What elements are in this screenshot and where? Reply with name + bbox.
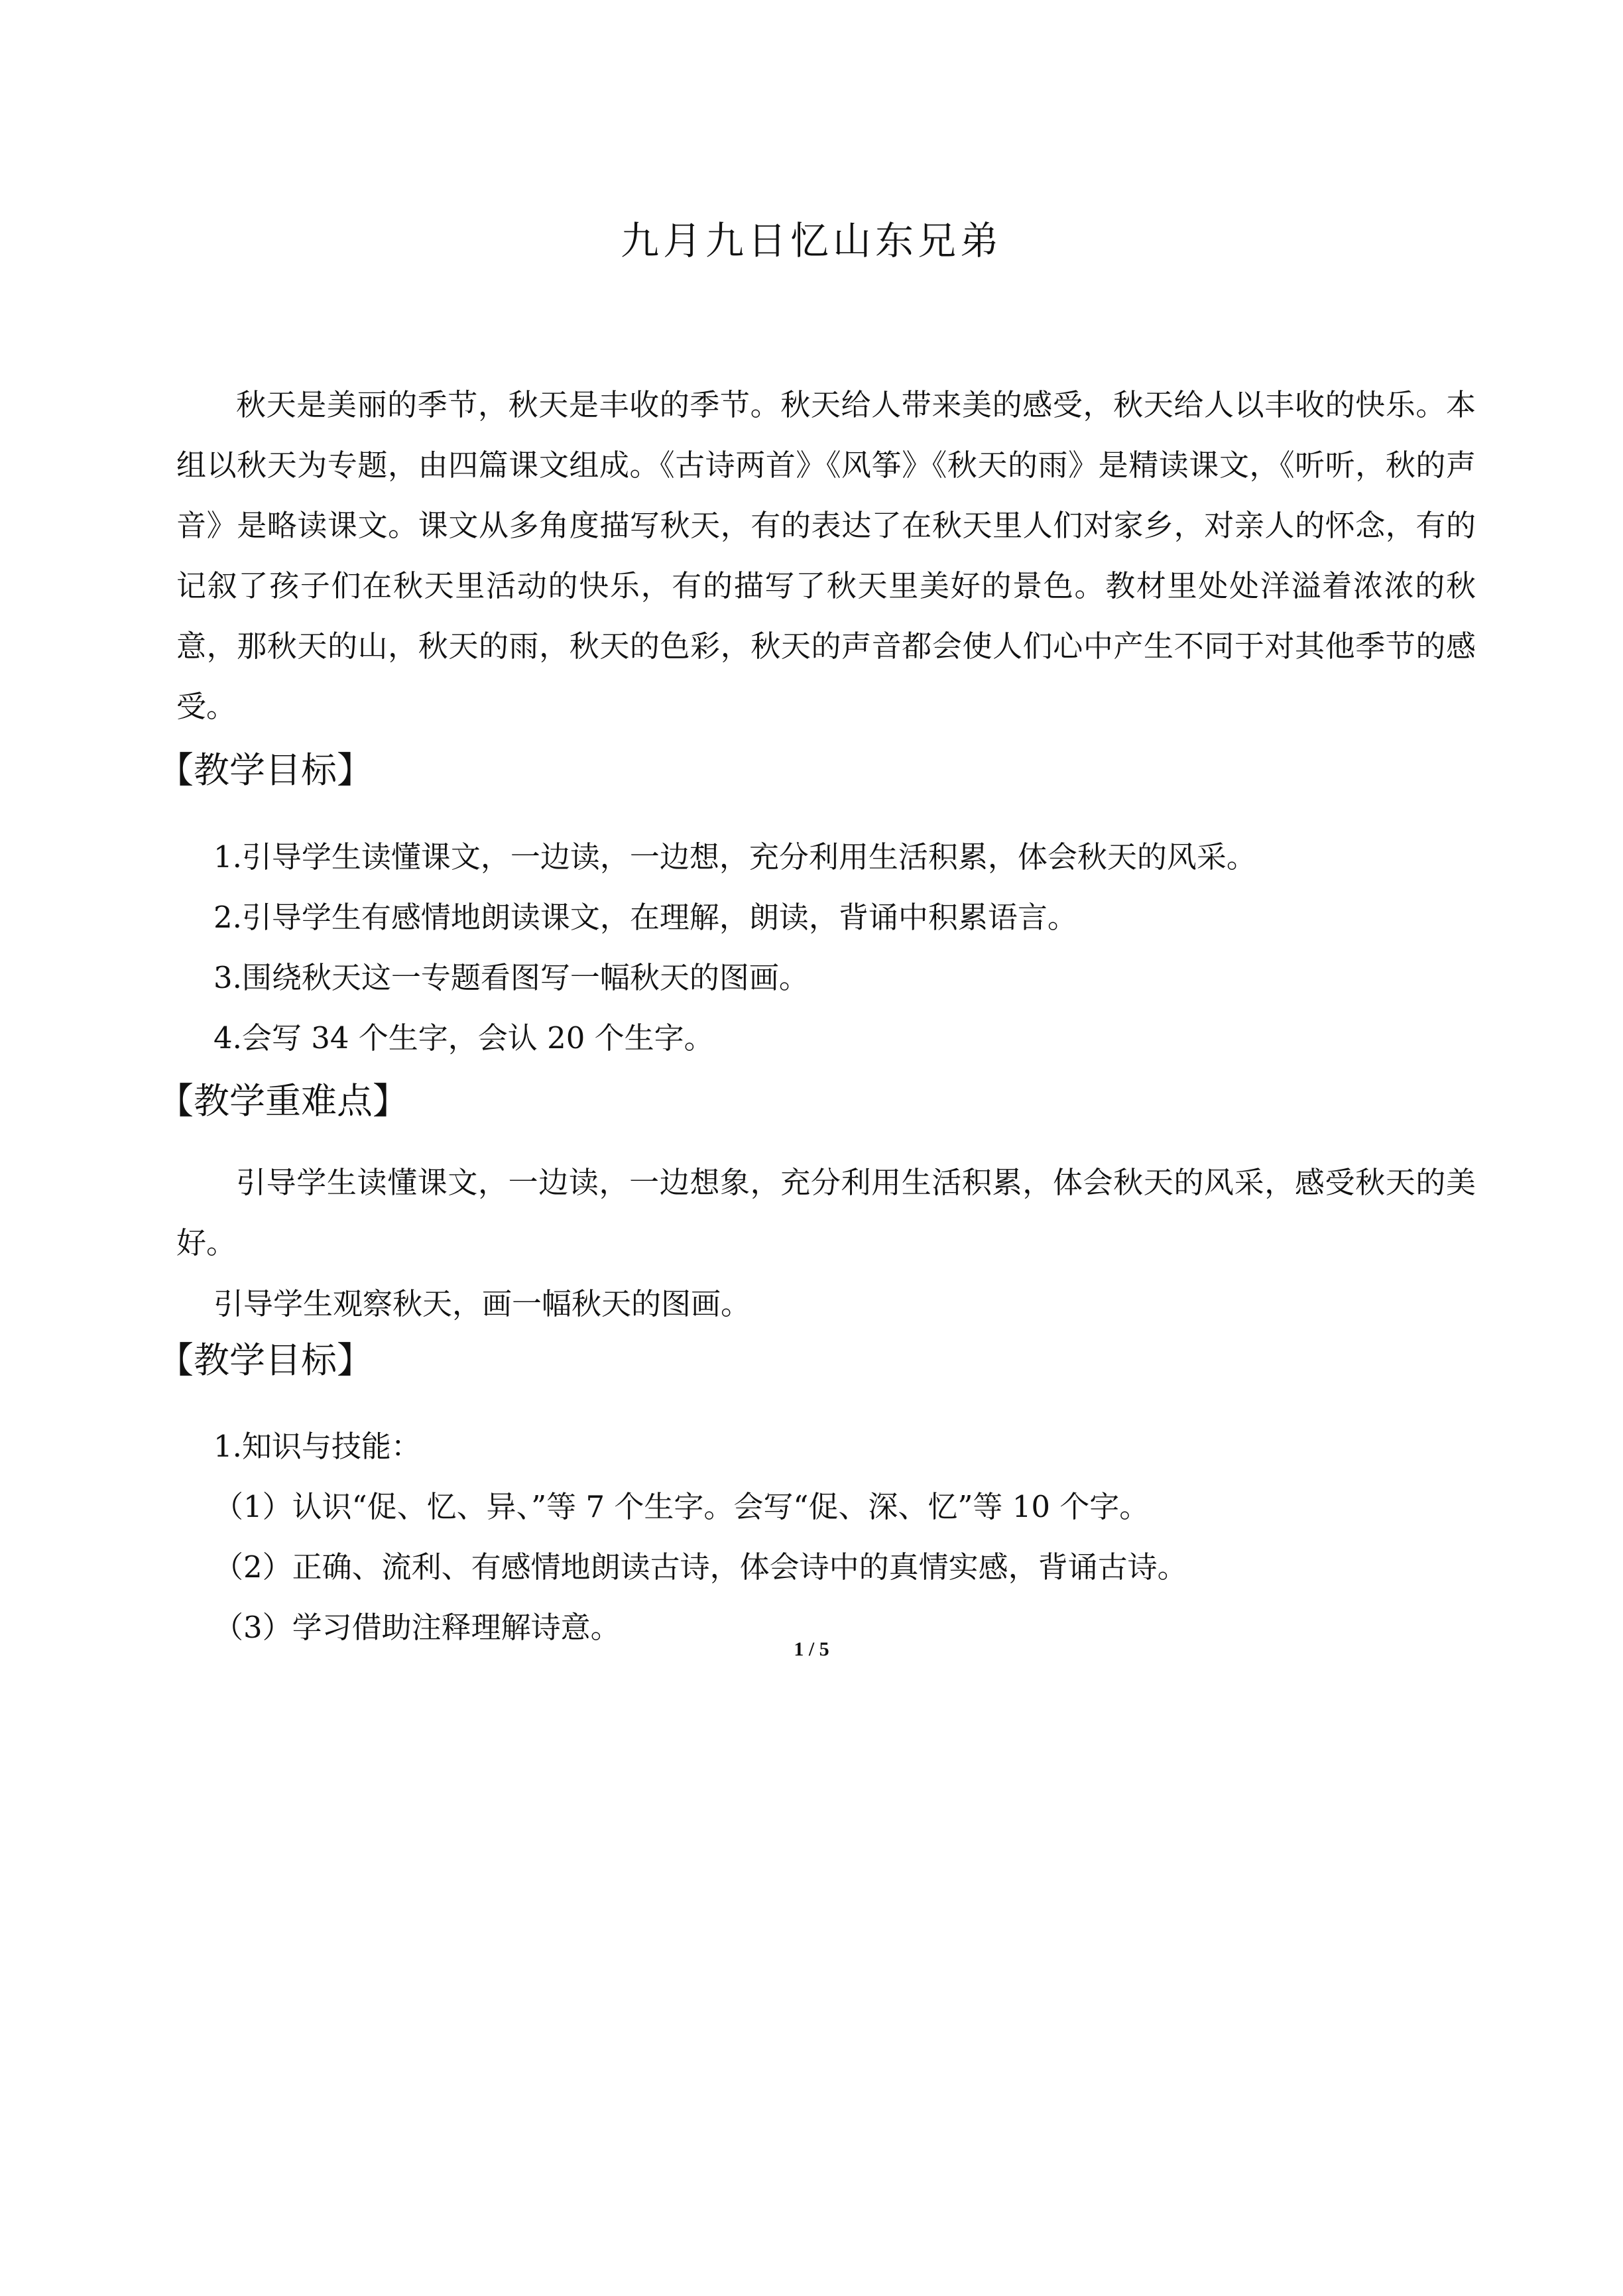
knowledge-item-2: （2）正确、流利、有感情地朗读古诗，体会诗中的真情实感，背诵古诗。 (213, 1549, 1187, 1585)
key-difficulty-paragraph-2: 引导学生观察秋天，画一幅秋天的图画。 (213, 1286, 751, 1321)
section-heading-teaching-goals: 【教学目标】 (158, 749, 373, 791)
goal-item-1: 1.引导学生读懂课文，一边读，一边想，充分利用生活积累，体会秋天的风采。 (213, 839, 1256, 875)
knowledge-item-3: （3）学习借助注释理解诗意。 (213, 1610, 621, 1645)
page-title: 九月九日忆山东兄弟 (620, 218, 1002, 263)
goal-item-2: 2.引导学生有感情地朗读课文，在理解，朗读，背诵中积累语言。 (213, 900, 1077, 935)
section-heading-teaching-goals-2: 【教学目标】 (158, 1339, 373, 1381)
goal-item-3: 3.围绕秋天这一专题看图写一幅秋天的图画。 (213, 960, 809, 995)
page-number: 1 / 5 (794, 1638, 829, 1660)
knowledge-item-1: （1）认识“促、忆、异、”等 7 个生字。会写“促、深、忆”等 10 个字。 (213, 1489, 1150, 1524)
knowledge-skills-label: 1.知识与技能： (213, 1429, 421, 1464)
intro-paragraph: 秋天是美丽的季节，秋天是丰收的季节。秋天给人带来美的感受，秋天给人以丰收的快乐。本组以秋天为专题，由四篇课文组成。《古诗两首》《风筝》《秋天的雨》是精读课文，《听听，秋的声音》是略读课文。课文从多角度描写秋天，有的表达了在秋天里人们对家乡，对亲人的怀念，有的记叙了孩子们在秋天里活动的快乐，有的描写了秋天里美好的景色。教材里处处洋溢着浓浓的秋意，那秋天的山，秋天的雨，秋天的色彩，秋天的声音都会使人们心中产生不同于对其他季节的感受。 (176, 387, 1476, 724)
goal-item-4: 4.会写 34 个生字，会认 20 个生字。 (213, 1020, 714, 1056)
section-heading-key-difficulties: 【教学重难点】 (158, 1080, 408, 1122)
key-difficulty-paragraph-1: 引导学生读懂课文，一边读，一边想象，充分利用生活积累，体会秋天的风采，感受秋天的美好。 (176, 1165, 1476, 1260)
